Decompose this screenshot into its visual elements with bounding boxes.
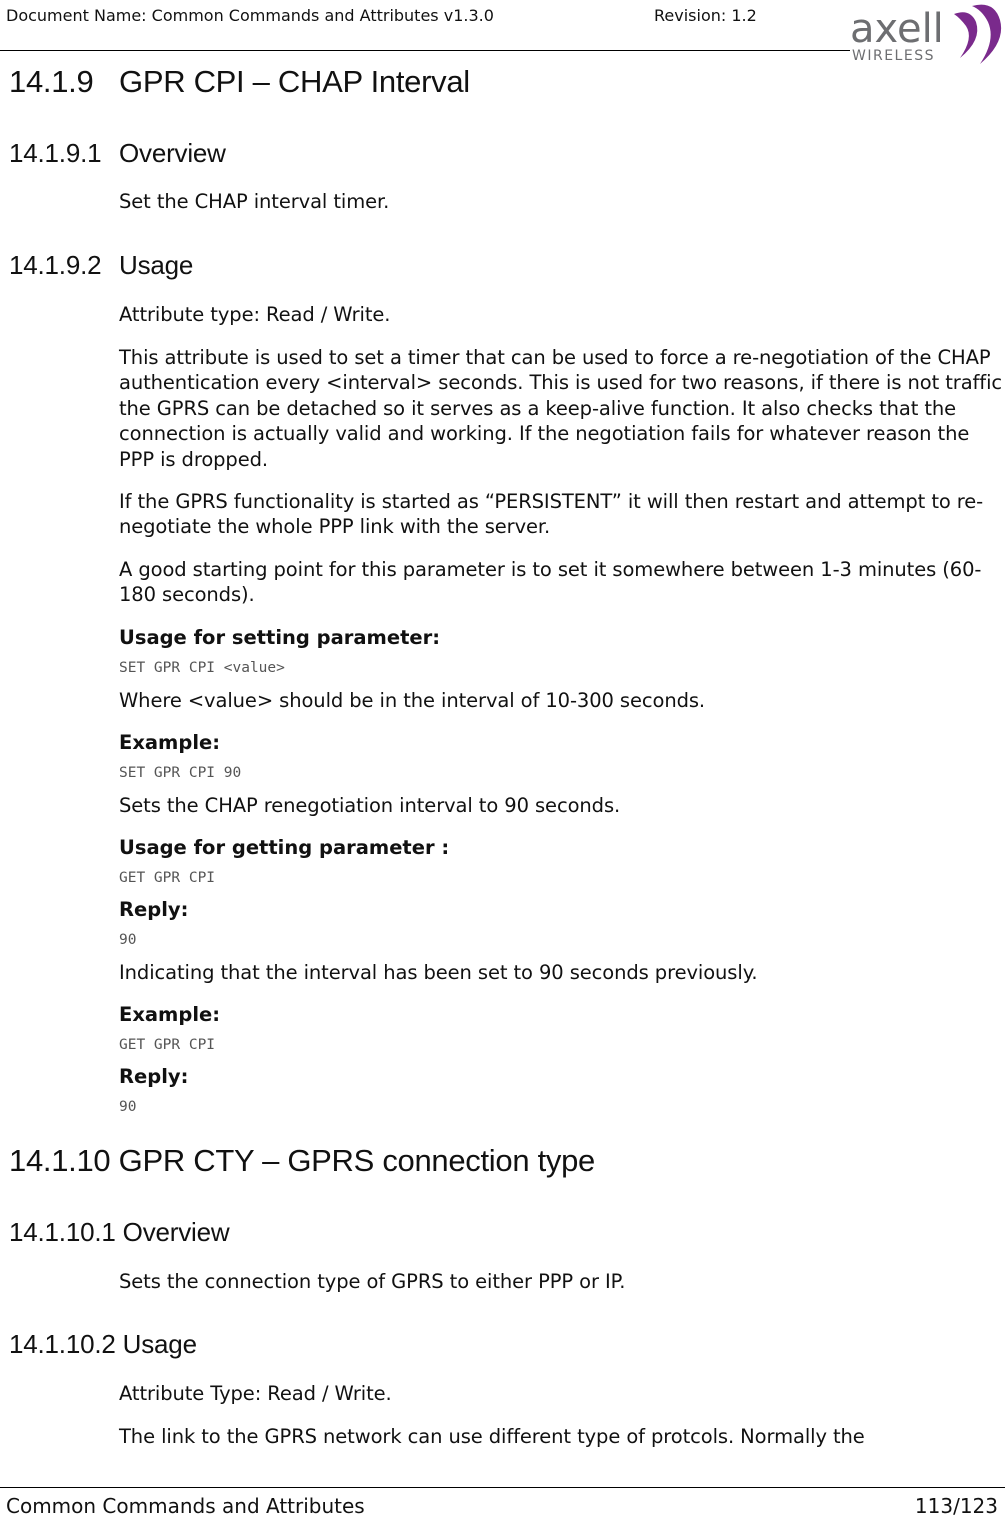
page-number: 113/123 xyxy=(914,1494,998,1518)
section-heading-14-1-10-1 xyxy=(9,1217,229,1248)
example-description: Sets the CHAP renegotiation interval to 90 seconds. xyxy=(119,794,621,817)
section-number: 14.1.9.1 xyxy=(9,138,102,168)
section-number: 14.1.10 xyxy=(9,1143,111,1178)
section-heading-14-1-10 xyxy=(9,1143,595,1179)
section-title: Usage xyxy=(122,1329,197,1359)
attribute-type: Attribute Type: Read / Write. xyxy=(119,1382,392,1405)
logo-subtext: WIRELESS xyxy=(852,48,935,64)
section-number: 14.1.9 xyxy=(9,64,94,99)
section-title: GPR CPI – CHAP Interval xyxy=(119,64,470,99)
usage-paragraph-1: The link to the GPRS network can use different type of protcols. Normally the xyxy=(119,1425,865,1448)
section-heading-14-1-9-1 xyxy=(9,138,226,169)
usage-paragraph-1: This attribute is used to set a timer that can be used to force a re-negotiation of the CHAP authentication every <interval> seconds. This is used for two reasons, if there is not traffic the GPRS can be detached so it serves as a keep-alive function. It also checks that the connection is actually valid and working. If the negotiation fails for whatever reason the PPP is dropped. xyxy=(119,346,1003,471)
usage-paragraph-2: If the GPRS functionality is started as “PERSISTENT” it will then restart and attempt to re-negotiate the whole PPP link with the server. xyxy=(119,490,984,539)
reply-description: Indicating that the interval has been set to 90 seconds previously. xyxy=(119,961,758,984)
example-label: Example: xyxy=(119,731,221,754)
revision: Revision: 1.2 xyxy=(654,6,757,25)
section-title: Usage xyxy=(119,250,194,280)
example-label: Example: xyxy=(119,1003,221,1026)
logo-swoosh-1 xyxy=(954,12,977,58)
usage-set-where: Where <value> should be in the interval of 10-300 seconds. xyxy=(119,689,706,712)
section-number: 14.1.10.2 xyxy=(9,1329,116,1359)
section-number: 14.1.10.1 xyxy=(9,1217,116,1247)
example-code: SET GPR CPI 90 xyxy=(119,765,242,781)
section-heading-14-1-9-2 xyxy=(9,250,193,281)
header-divider xyxy=(0,50,850,51)
document-name: Document Name: Common Commands and Attributes v1.3.0 xyxy=(6,6,494,25)
overview-text: Sets the connection type of GPRS to either PPP or IP. xyxy=(119,1270,626,1293)
logo-text: axell xyxy=(850,6,944,52)
section-title: Overview xyxy=(122,1217,230,1247)
usage-set-code: SET GPR CPI <value> xyxy=(119,660,285,676)
footer-divider xyxy=(0,1487,1005,1488)
axell-wireless-logo xyxy=(848,0,1005,66)
section-heading-14-1-10-2 xyxy=(9,1329,197,1360)
footer-title: Common Commands and Attributes xyxy=(6,1494,365,1518)
section-heading-14-1-9 xyxy=(9,64,470,100)
reply-label: Reply: xyxy=(119,1065,189,1088)
attribute-type: Attribute type: Read / Write. xyxy=(119,303,391,326)
section-number: 14.1.9.2 xyxy=(9,250,102,280)
section-title: Overview xyxy=(119,138,226,168)
overview-text: Set the CHAP interval timer. xyxy=(119,190,390,213)
reply-code: 90 xyxy=(119,1099,137,1115)
usage-get-label: Usage for getting parameter : xyxy=(119,836,450,859)
usage-paragraph-3: A good starting point for this parameter is to set it somewhere between 1-3 minutes (60-180 seconds). xyxy=(119,558,982,607)
usage-set-label: Usage for setting parameter: xyxy=(119,626,441,649)
usage-get-code: GET GPR CPI xyxy=(119,870,216,886)
section-title: GPR CTY – GPRS connection type xyxy=(118,1143,595,1178)
example-code: GET GPR CPI xyxy=(119,1037,216,1053)
reply-code: 90 xyxy=(119,932,137,948)
reply-label: Reply: xyxy=(119,898,189,921)
